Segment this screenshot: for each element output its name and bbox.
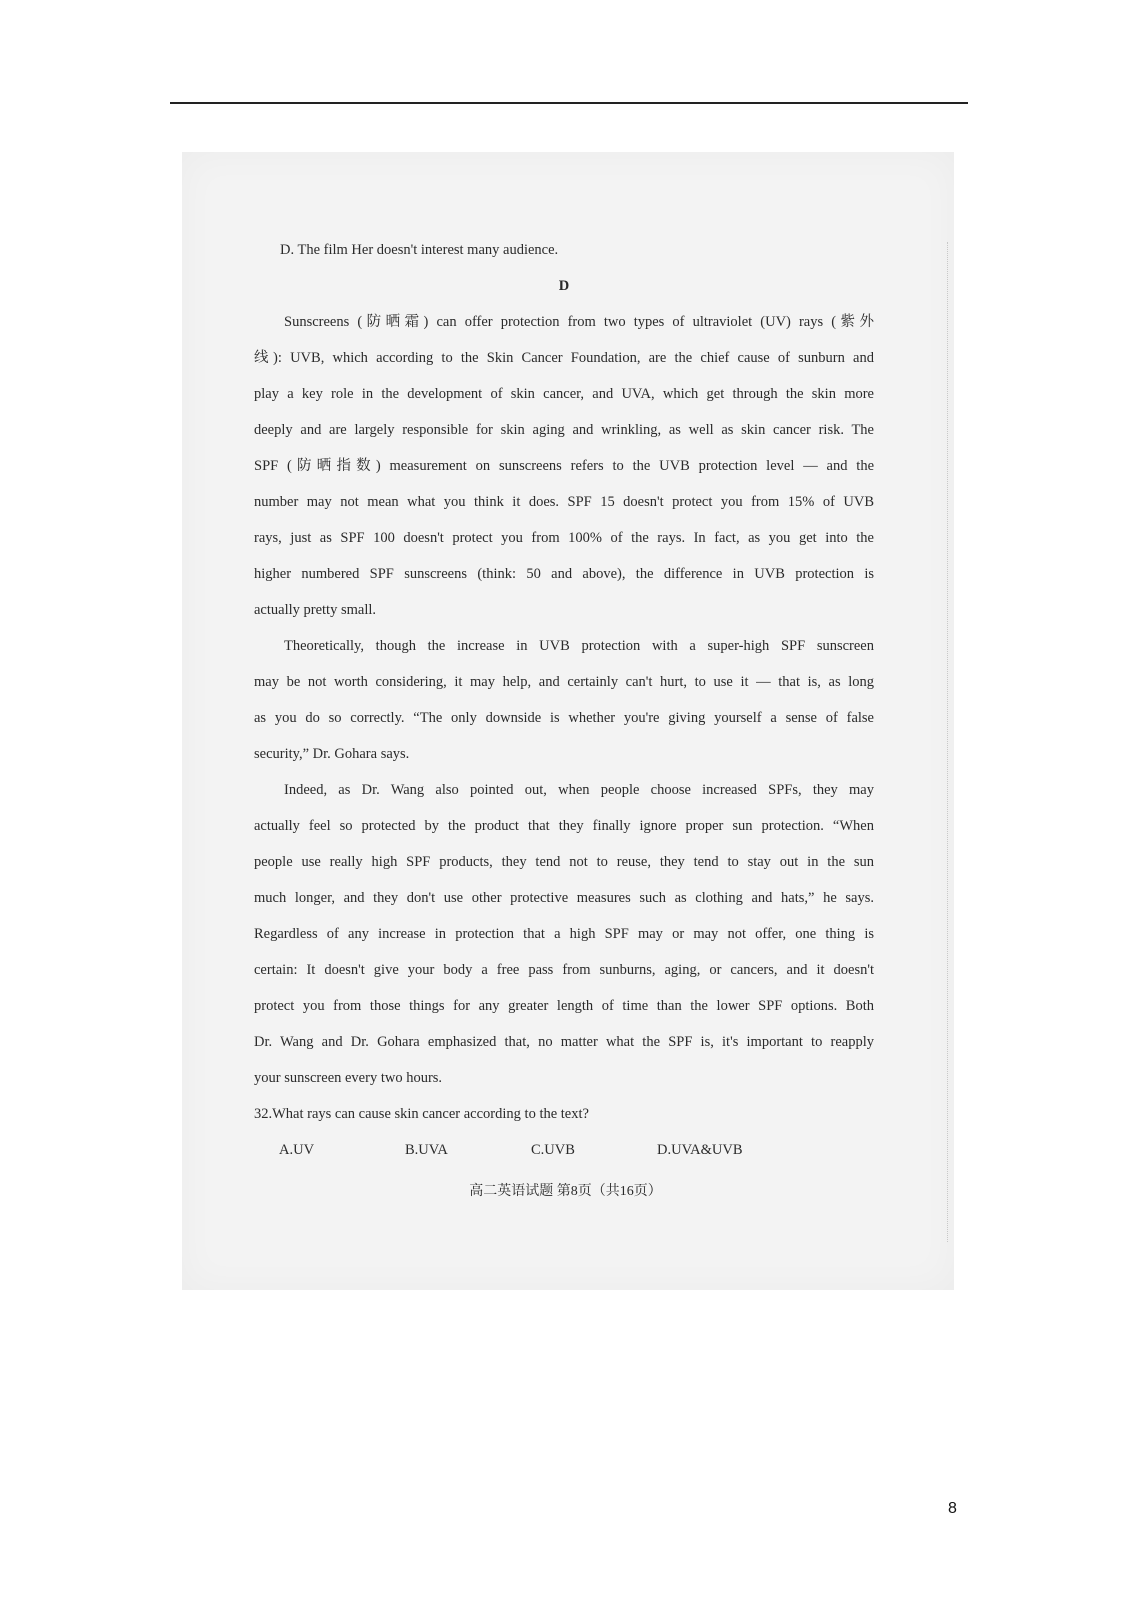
paragraph-line: as you do so correctly. “The only downside is whether you're giving yourself a sense of false: [254, 710, 874, 726]
exam-text: [254, 232, 874, 1168]
paragraph-line: Regardless of any increase in protection that a high SPF may or may not offer, one thing is: [254, 926, 874, 942]
paragraph-line: protect you from those things for any greater length of time than the lower SPF options. Both: [254, 998, 874, 1014]
option-d: D.UVA&UVB: [657, 1142, 743, 1158]
paragraph-line: security,” Dr. Gohara says.: [254, 746, 410, 762]
paragraph-line: Theoretically, though the increase in UVB protection with a super-high SPF sunscreen: [284, 638, 874, 654]
option-b: B.UVA: [405, 1142, 448, 1158]
top-rule: [170, 102, 968, 104]
paragraph-line: actually pretty small.: [254, 602, 377, 618]
paragraph-line: number may not mean what you think it does. SPF 15 doesn't protect you from 15% of UVB: [254, 494, 874, 510]
paragraph-line: 线): UVB, which according to the Skin Cancer Foundation, are the chief cause of sunburn and: [254, 350, 874, 366]
paragraph-line: Indeed, as Dr. Wang also pointed out, when people choose increased SPFs, they may: [284, 782, 874, 798]
paragraph-line: play a key role in the development of skin cancer, and UVA, which get through the skin more: [254, 386, 874, 402]
paragraph-line: certain: It doesn't give your body a free pass from sunburns, aging, or cancers, and it doesn't: [254, 962, 874, 978]
exam-footer: 高二英语试题 第8页（共16页）: [469, 1184, 662, 1199]
paragraph-line: rays, just as SPF 100 doesn't protect you from 100% of the rays. In fact, as you get into the: [254, 530, 874, 546]
paragraph-line: deeply and are largely responsible for skin aging and wrinkling, as well as skin cancer risk. The: [254, 422, 874, 438]
paragraph-line: Dr. Wang and Dr. Gohara emphasized that, no matter what the SPF is, it's important to reapply: [254, 1034, 874, 1050]
option-c: C.UVB: [531, 1142, 575, 1158]
section-heading: D: [558, 278, 570, 294]
page-number: 8: [948, 1500, 957, 1517]
paragraph-line: people use really high SPF products, they tend not to reuse, they tend to stay out in the sun: [254, 854, 874, 870]
option-a: A.UV: [279, 1142, 315, 1158]
paragraph-line: may be not worth considering, it may help, and certainly can't hurt, to use it — that is, as long: [254, 674, 874, 690]
answer-options: [254, 1132, 874, 1168]
paragraph-2: [254, 628, 874, 772]
paragraph-1: [254, 304, 874, 628]
paragraph-3: [254, 772, 874, 1096]
paragraph-line: actually feel so protected by the product that they finally ignore proper sun protection. “When: [254, 818, 874, 834]
paragraph-line: Sunscreens (防晒霜) can offer protection from two types of ultraviolet (UV) rays (紫外: [284, 314, 874, 330]
previous-option: D. The film Her doesn't interest many audience.: [280, 242, 559, 258]
paragraph-line: your sunscreen every two hours.: [254, 1070, 443, 1086]
question-32: 32.What rays can cause skin cancer according to the text?: [254, 1106, 589, 1122]
paragraph-line: much longer, and they don't use other protective measures such as clothing and hats,” he says.: [254, 890, 874, 906]
paragraph-line: higher numbered SPF sunscreens (think: 50 and above), the difference in UVB protection is: [254, 566, 874, 582]
scan-edge-line: [946, 242, 948, 1242]
paragraph-line: SPF (防晒指数) measurement on sunscreens refers to the UVB protection level — and the: [254, 458, 874, 474]
